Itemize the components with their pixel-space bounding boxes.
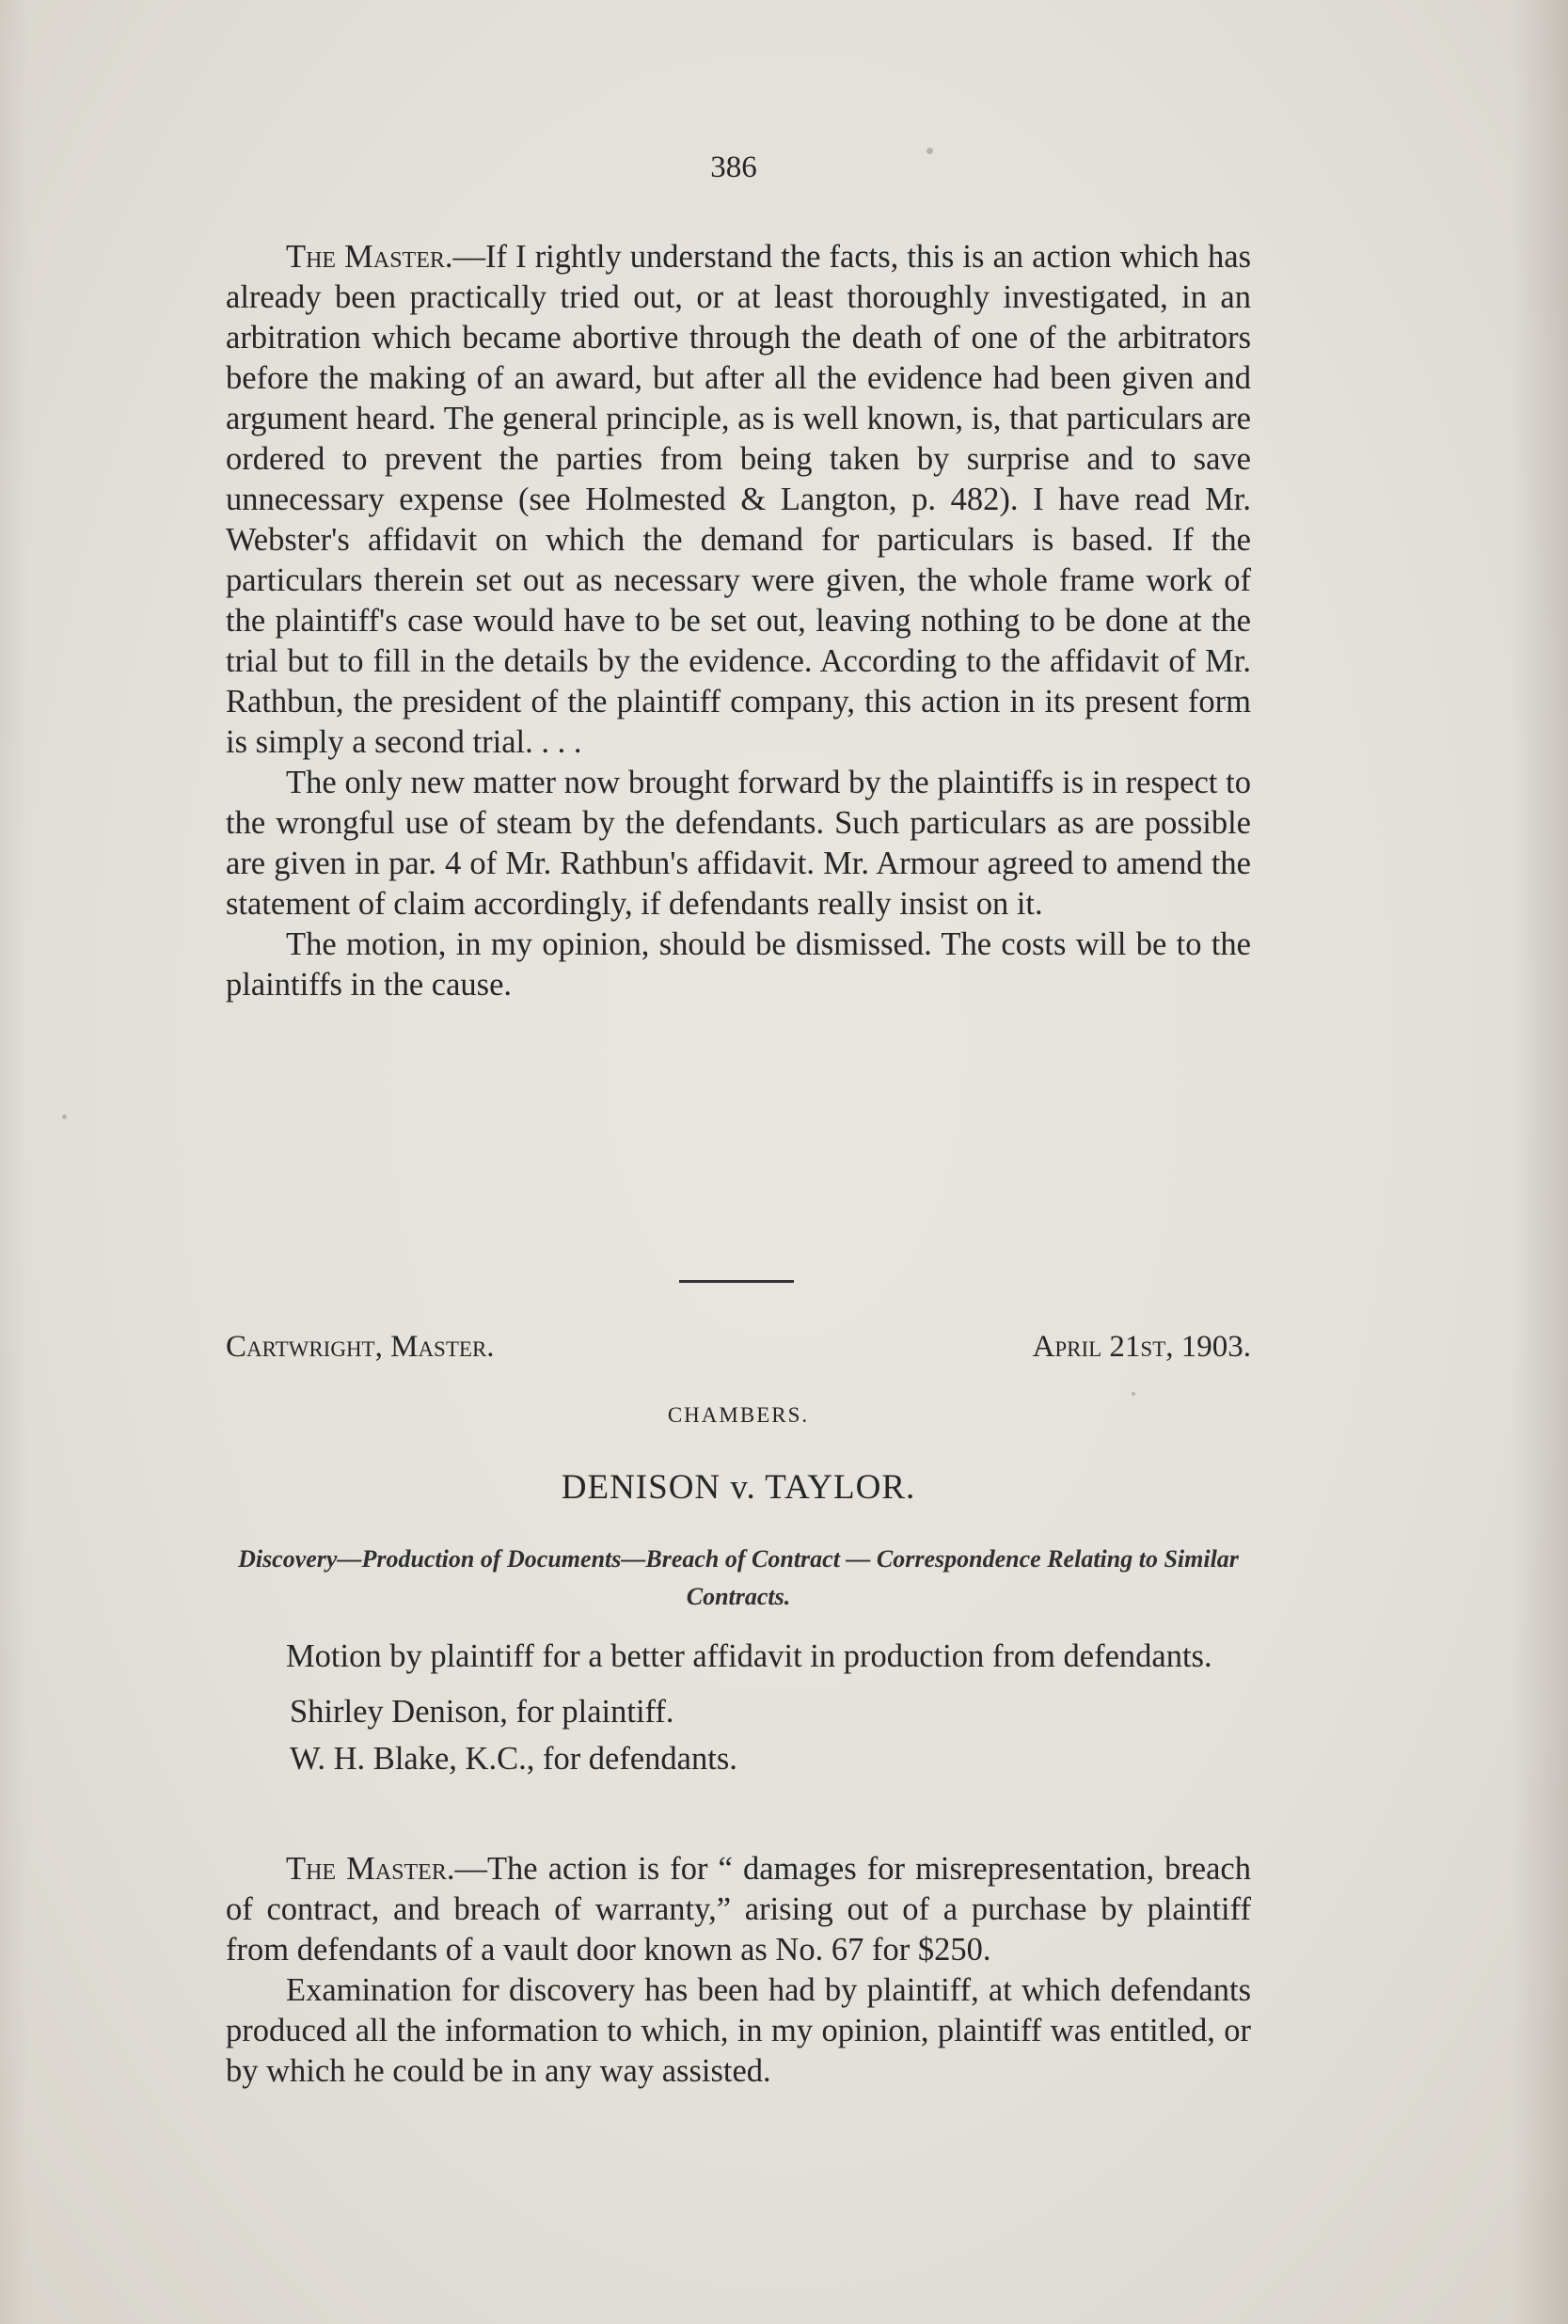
opinion-paragraph <box>226 237 1251 763</box>
decision-date: April 21st, 1903. <box>1032 1330 1251 1364</box>
second-opinion <box>226 1849 1251 2092</box>
paragraph-text: —The action is for “ damages for misrepresentation, breach of contract, and breach of warranty,” arising out of a purchase by plaintiff from defendants of a vault door known as No. 67 for $250. <box>226 1851 1251 1968</box>
case-intro <box>226 1636 1251 1782</box>
first-opinion <box>226 237 1251 1005</box>
opinion-paragraph <box>226 1849 1251 1970</box>
counsel-line: W. H. Blake, K.C., for defendants. <box>290 1741 737 1777</box>
paper-speck <box>62 1115 67 1119</box>
case-title: DENISON v. TAYLOR. <box>561 1468 916 1507</box>
page-shadow-left <box>0 0 28 2324</box>
page-shadow-right <box>1512 0 1568 2324</box>
motion-text: Motion by plaintiff for a better affidavit in production from defendants. <box>286 1638 1212 1674</box>
paragraph-text: —If I rightly understand the facts, this is an action which has already been practically tried out, or at least thoroughly investigated, in an arbitration which became abortive through the death of one of the arbitrators before the making of an award, but after all the evidence had been given and argument heard. The general principle, as is well known, is, that particulars are ordered to prevent the parties from being taken by surprise and to save unnecessary expense (see Holmested & Langton, p. 482). I have read Mr. Webster's affidavit on which the demand for particulars is based. If the particulars therein set out as necessary were given, the whole frame work of the plaintiff's case would have to be set out, leaving nothing to be done at the trial but to fill in the details by the evidence. According to the affidavit of Mr. Rathbun, the president of the plaintiff company, this action in its present form is simply a second trial. . . . <box>226 239 1251 760</box>
headnote: Discovery—Production of Documents—Breach of Contract — Correspondence Relating to Similar Contracts. <box>238 1545 1239 1610</box>
opinion-paragraph: The only new matter now brought forward by the plaintiffs is in respect to the wrongful use of steam by the defendants. Such particulars as are possible are given in par. 4 of Mr. Rathbun's affidavit. Mr. Armour agreed to amend the statement of claim accordingly, if defendants really insist on it. <box>226 765 1251 922</box>
counsel-line: Shirley Denison, for plaintiff. <box>290 1694 674 1730</box>
opinion-paragraph: Examination for discovery has been had by plaintiff, at which defendants produced all the information to which, in my opinion, plaintiff was entitled, or by which he could be in any way assisted. <box>226 1972 1251 2089</box>
judge-name: Cartwright, Master. <box>226 1330 495 1364</box>
section-divider <box>679 1280 794 1283</box>
speaker-name: The Master. <box>286 1851 455 1887</box>
court-label: CHAMBERS. <box>667 1403 810 1427</box>
speaker-name: The Master. <box>286 239 453 275</box>
paper-speck <box>1132 1392 1135 1396</box>
opinion-paragraph: The motion, in my opinion, should be dismissed. The costs will be to the plaintiffs in the cause. <box>226 926 1251 1003</box>
page-number: 386 <box>710 150 757 184</box>
